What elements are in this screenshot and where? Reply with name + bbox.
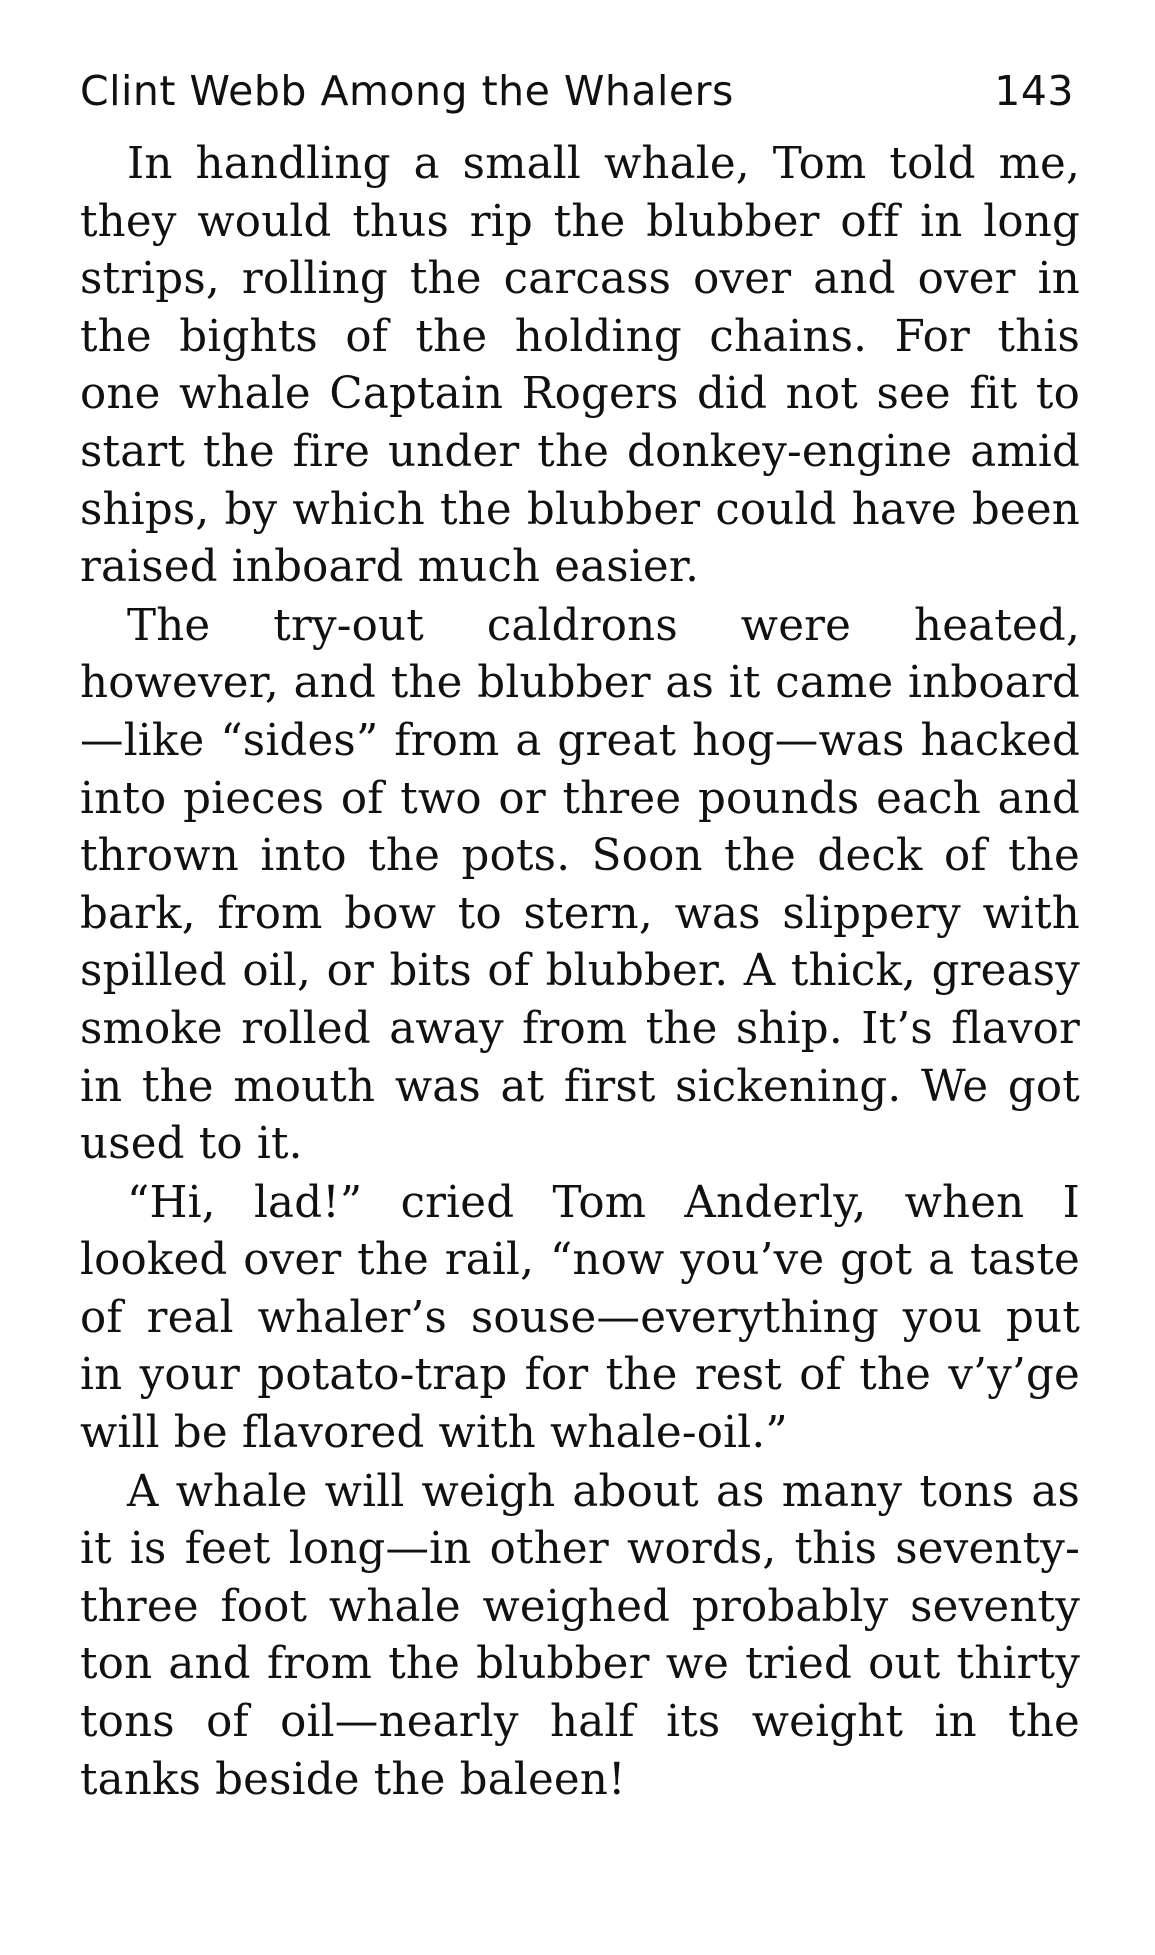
running-title: Clint Webb Among the Whalers (80, 67, 734, 115)
book-page (80, 60, 1080, 1810)
page-number: 143 (994, 67, 1074, 115)
paragraph-4: A whale will weigh about as many tons as it is feet long—in other words, this seventy-three foot whale weighed probably seventy ton and from the blubber we tried out thirty tons of oil—nearly half its weight in the tanks beside the baleen! (80, 1466, 1080, 1805)
paragraph-2: The try-out caldrons were heated, however, and the blubber as it came inboard—like “sides” from a great hog—was hacked into pieces of two or three pounds each and thrown into the pots. Soon the deck of the bark, from bow to stern, was slippery with spilled oil, or bits of blubber. A thick, greasy smoke rolled away from the ship. It’s flavor in the mouth was at first sickening. We got used to it. (80, 600, 1080, 1170)
body-text (80, 136, 1080, 1809)
paragraph-3: “Hi, lad!” cried Tom Anderly, when I looked over the rail, “now you’ve got a taste of real whaler’s souse—everything you put in your potato-trap for the rest of the v’y’ge will be flavored with whale-oil.” (80, 1177, 1080, 1459)
running-head (80, 60, 1080, 122)
paragraph-1: In handling a small whale, Tom told me, they would thus rip the blubber off in long strips, rolling the carcass over and over in the bights of the holding chains. For this one whale Captain Rogers did not see fit to start the fire under the donkey-engine amid ships, by which the blubber could have been raised inboard much easier. (80, 139, 1080, 593)
